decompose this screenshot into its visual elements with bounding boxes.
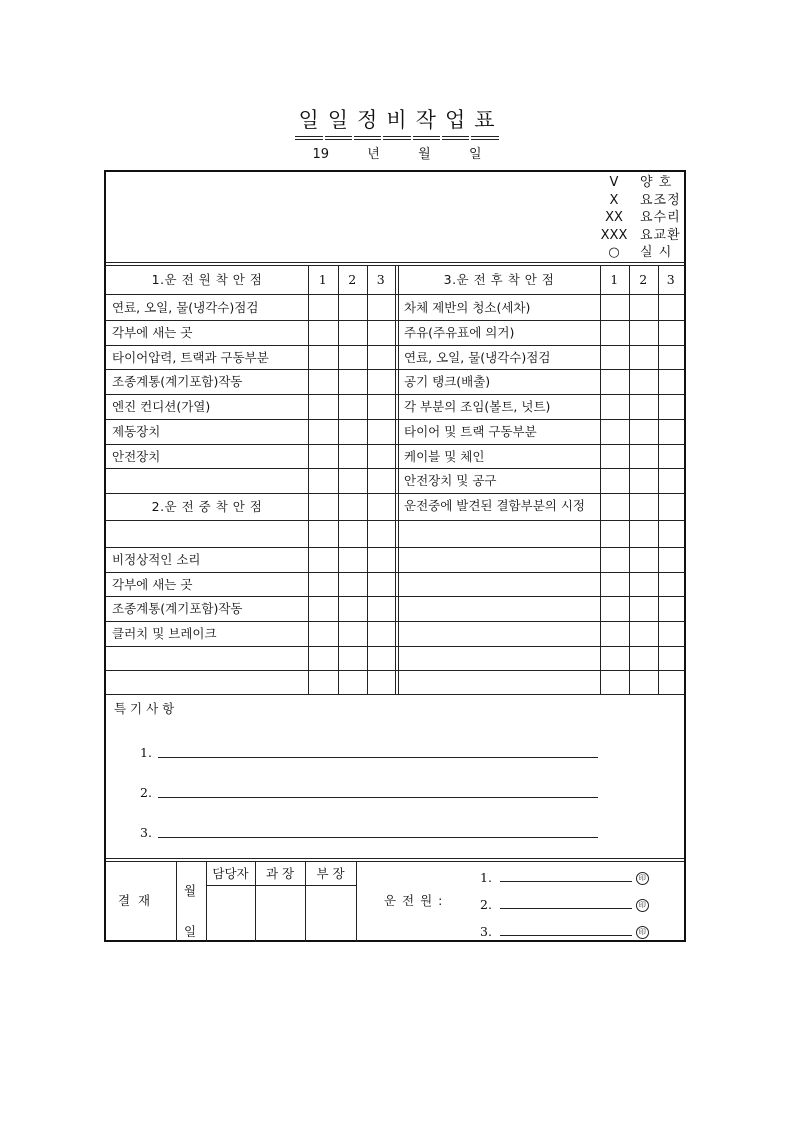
check-item: 안전장치 <box>112 449 161 464</box>
check-item: 연료, 오일, 물(냉각수)점검 <box>404 350 551 365</box>
form-frame <box>104 170 686 942</box>
grid-line <box>356 861 357 942</box>
note-line-3[interactable] <box>158 837 598 838</box>
signature-box[interactable] <box>206 886 255 942</box>
legend-row: V 양 호 <box>609 175 673 190</box>
col-header: 3 <box>376 272 386 287</box>
legend-row: ○ 실 시 <box>608 245 673 260</box>
title-char: 비 <box>383 104 410 140</box>
check-item: 조종계통(계기포함)작동 <box>112 601 243 616</box>
check-item: 공기 탱크(배출) <box>404 374 491 389</box>
col-header: 1 <box>318 272 328 287</box>
section3-header: 3.운 전 후 착 안 점 <box>443 272 555 287</box>
operator-line[interactable]: 3. 印 <box>480 923 649 939</box>
row-line <box>106 572 684 573</box>
grid-line <box>658 265 659 694</box>
signature-box[interactable] <box>305 886 356 942</box>
check-item: 조종계통(계기포함)작동 <box>112 374 243 389</box>
note-number: 3. <box>140 825 152 840</box>
page-title <box>0 104 794 140</box>
check-item: 차체 제반의 청소(세차) <box>404 300 531 315</box>
grid-line <box>176 861 177 942</box>
grid-line <box>308 265 309 694</box>
row-line <box>106 520 684 521</box>
section2-header: 2.운 전 중 착 안 점 <box>151 499 263 514</box>
grid-line <box>629 265 630 694</box>
approval-month: 월 <box>184 883 197 898</box>
legend-row: XXX 요교환 <box>600 227 681 243</box>
divider <box>106 262 684 263</box>
check-item: 각부에 새는 곳 <box>112 577 193 592</box>
row-line <box>106 694 684 695</box>
note-number: 2. <box>140 785 152 800</box>
divider <box>106 858 684 859</box>
check-item: 타이어압력, 트랙과 구동부분 <box>112 350 269 365</box>
title-char: 업 <box>442 104 469 140</box>
notes-label: 특 기 사 항 <box>114 701 175 716</box>
row-line <box>106 468 684 469</box>
title-char: 일 <box>295 104 322 140</box>
note-line-2[interactable] <box>158 797 598 798</box>
note-line-1[interactable] <box>158 757 598 758</box>
check-item: 운전중에 발견된 결함부분의 시정 <box>404 498 585 513</box>
legend-row: X 요조정 <box>609 192 681 208</box>
title-char: 정 <box>354 104 381 140</box>
check-item: 제동장치 <box>112 424 161 439</box>
month-label: 월 <box>418 147 431 162</box>
title-char: 일 <box>325 104 352 140</box>
col-header: 2 <box>639 272 648 287</box>
title-char: 작 <box>413 104 440 140</box>
note-number: 1. <box>140 745 152 760</box>
operator-signature-line[interactable] <box>500 896 632 909</box>
section1-header: 1.운 전 원 착 안 점 <box>151 272 263 287</box>
operator-signature-line[interactable] <box>500 923 632 936</box>
check-item: 타이어 및 트랙 구동부분 <box>404 424 537 439</box>
year-prefix: 19 <box>312 147 329 162</box>
check-item: 안전장치 및 공구 <box>404 473 497 488</box>
check-item: 클러치 및 브레이크 <box>112 626 217 641</box>
operator-signature-line[interactable] <box>500 869 632 882</box>
legend <box>594 174 684 262</box>
grid-line <box>398 265 399 694</box>
title-char: 표 <box>471 104 498 140</box>
check-item: 주유(주유표에 의거) <box>404 325 515 340</box>
check-item: 엔진 컨디션(가열) <box>112 399 211 414</box>
check-item: 연료, 오일, 물(냉각수)점검 <box>112 300 259 315</box>
row-line <box>106 320 684 321</box>
row-line <box>106 294 684 295</box>
divider <box>106 861 684 862</box>
row-line <box>106 670 684 671</box>
grid-line <box>395 265 396 694</box>
col-header: 1 <box>610 272 619 287</box>
operator-line[interactable]: 1. 印 <box>480 869 649 885</box>
row-line <box>106 646 684 647</box>
check-item: 케이블 및 체인 <box>404 449 485 464</box>
role-header: 부 장 <box>316 866 345 881</box>
legend-row: XX 요수리 <box>605 210 681 225</box>
grid-line <box>367 265 368 694</box>
operator-line[interactable]: 2. 印 <box>480 896 649 912</box>
row-line <box>106 419 684 420</box>
col-header: 2 <box>348 272 357 287</box>
approval-label: 결 재 <box>118 893 153 908</box>
seal-icon: 印 <box>636 899 649 912</box>
year-label: 년 <box>367 147 380 162</box>
role-header: 과 장 <box>265 866 295 881</box>
operator-label: 운 전 원 : <box>384 893 444 908</box>
seal-icon: 印 <box>636 926 649 939</box>
day-label: 일 <box>468 147 482 162</box>
check-item: 각부에 새는 곳 <box>112 325 193 340</box>
role-header: 담당자 <box>212 866 249 881</box>
grid-line <box>338 265 339 694</box>
check-item: 각 부분의 조임(볼트, 넛트) <box>404 399 551 414</box>
grid-line <box>600 265 601 521</box>
approval-day: 일 <box>184 924 197 939</box>
check-item: 비정상적인 소리 <box>112 552 201 567</box>
date-line <box>0 143 794 162</box>
row-line <box>106 444 684 445</box>
seal-icon: 印 <box>636 872 649 885</box>
col-header: 3 <box>666 272 676 287</box>
signature-box[interactable] <box>255 886 305 942</box>
